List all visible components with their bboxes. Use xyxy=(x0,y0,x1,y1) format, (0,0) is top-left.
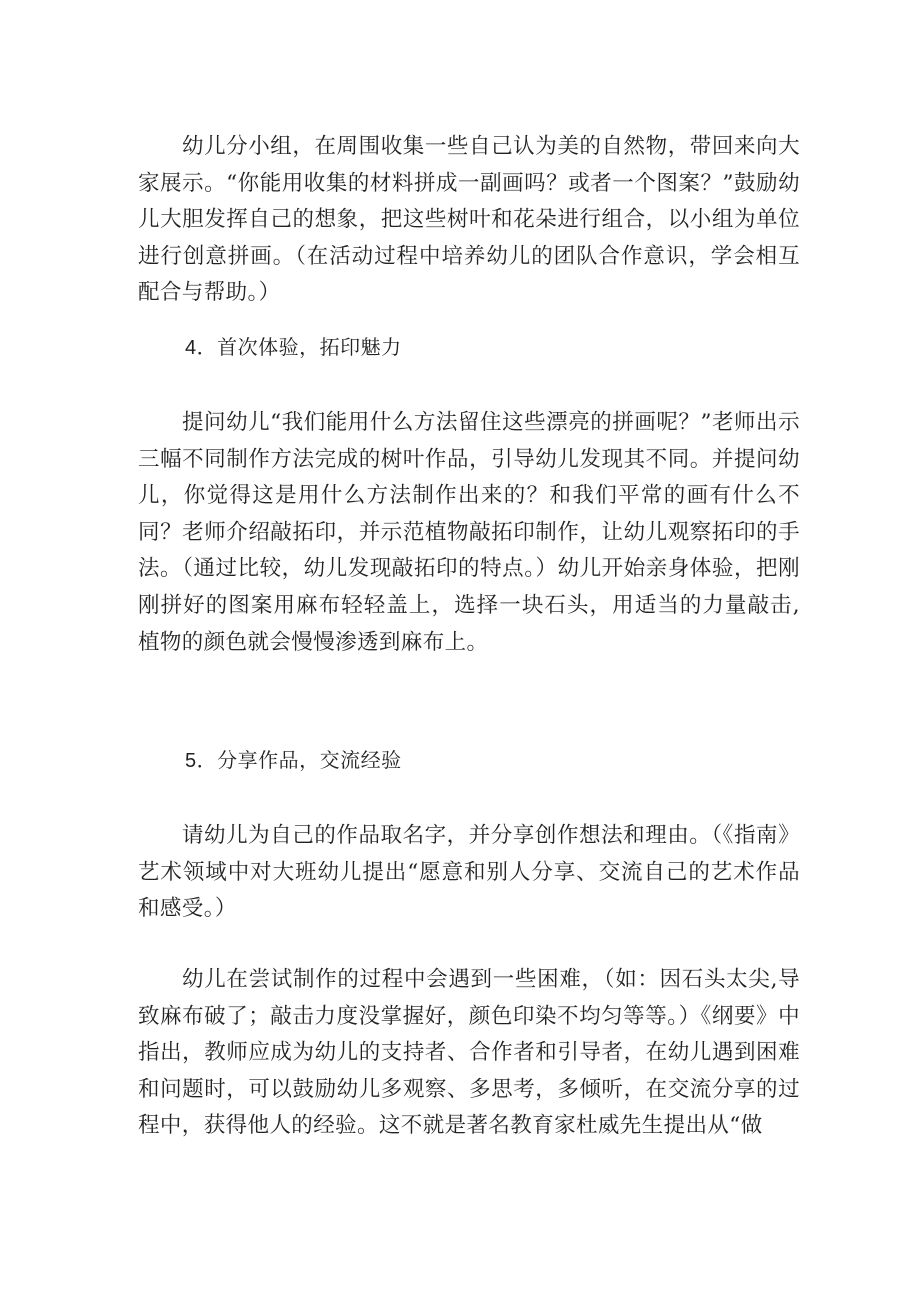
paragraph-rubbing-experience: 提问幼儿“我们能用什么方法留住这些漂亮的拼画呢？”老师出示三幅不同制作方法完成的树叶作品，引导幼儿发现其不同。并提问幼儿，你觉得这是用什么方法制作出来的？和我们平常的画有什么不同？老师介绍敲拓印，并示范植物敲拓印制作，让幼儿观察拓印的手法。（通过比较，幼儿发现敲拓印的特点。）幼儿开始亲身体验，把刚刚拼好的图案用麻布轻轻盖上，选择一块石头，用适当的力量敲击,植物的颜色就会慢慢渗透到麻布上。 xyxy=(138,410,800,655)
paragraph-collect-materials: 幼儿分小组，在周围收集一些自己认为美的自然物，带回来向大家展示。“你能用收集的材料拼成一副画吗？或者一个图案？”鼓励幼儿大胆发挥自己的想象，把这些树叶和花朵进行组合，以小组为单位进行创意拼画。（在活动过程中培养幼儿的团队合作意识，学会相互配合与帮助。） xyxy=(138,134,800,306)
paragraph-share-works: 请幼儿为自己的作品取名字，并分享创作想法和理由。（《指南》艺术领域中对大班幼儿提出“愿意和别人分享、交流自己的艺术作品和感受。） xyxy=(138,823,800,922)
paragraph-difficulties: 幼儿在尝试制作的过程中会遇到一些困难，（如：因石头太尖,导致麻布破了；敲击力度没掌握好，颜色印染不均匀等等。）《纲要》中指出，教师应成为幼儿的支持者、合作者和引导者，在幼儿遇到困难和问题时，可以鼓励幼儿多观察、多思考，多倾听，在交流分享的过程中，获得他人的经验。这不就是著名教育家杜威先生提出从“做 xyxy=(138,967,800,1139)
section-heading-4: 4．首次体验，拓印魅力 xyxy=(185,337,402,359)
section-heading-5: 5．分享作品，交流经验 xyxy=(185,750,402,772)
